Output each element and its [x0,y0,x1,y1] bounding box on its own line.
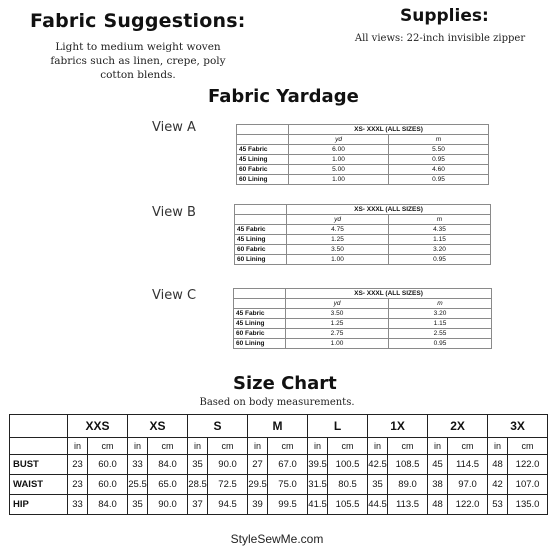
table-cell: 90.0 [208,455,248,475]
unit-cm: cm [268,438,308,455]
table-row [237,155,489,165]
size-xs: XS [128,415,188,438]
unit-yd: yd [286,299,389,309]
table-row [235,225,491,235]
table-cell: 94.5 [208,495,248,515]
cell-yd: 2.75 [286,329,389,339]
size-header-row [10,415,548,438]
table-cell: 29.5 [248,475,268,495]
waist-row [10,475,548,495]
table-cell: 90.0 [148,495,188,515]
table-row [237,145,489,155]
table-cell: 135.0 [508,495,548,515]
table-cell: 113.5 [388,495,428,515]
table-cell: 80.5 [328,475,368,495]
unit-row [10,438,548,455]
table-cell: 97.0 [448,475,488,495]
cell-m: 1.15 [389,235,491,245]
table-cell: 122.0 [448,495,488,515]
table-cell: 75.0 [268,475,308,495]
size-xxs: XXS [68,415,128,438]
row-label: 45 Fabric [234,309,286,319]
table-cell: 44.5 [368,495,388,515]
fabric-yardage-title: Fabric Yardage [208,86,359,107]
table-cell: 25.5 [128,475,148,495]
cell-m: 0.95 [389,255,491,265]
row-label: 60 Fabric [234,329,286,339]
view-a-yardage-table [236,124,489,185]
size-m: M [248,415,308,438]
table-cell: 72.5 [208,475,248,495]
size-chart-title: Size Chart [233,373,337,394]
table-cell: 33 [68,495,88,515]
cell-yd: 5.00 [289,165,389,175]
table-row [234,329,492,339]
cell-m: 2.55 [389,329,492,339]
cell-yd: 4.75 [287,225,389,235]
view-c-yardage-table [233,288,492,349]
size-2x: 2X [428,415,488,438]
table-cell: 38 [428,475,448,495]
cell-yd: 1.00 [289,155,389,165]
table-cell: 53 [488,495,508,515]
row-label: 45 Lining [234,319,286,329]
size-chart-subtitle: Based on body measurements. [199,397,355,408]
bust-row [10,455,548,475]
table-cell: 41.5 [308,495,328,515]
cell-m: 4.35 [389,225,491,235]
supplies-text: All views: 22-inch invisible zipper [354,33,526,44]
row-label: 60 Fabric [235,245,287,255]
unit-m: m [389,135,489,145]
row-label: 45 Fabric [237,145,289,155]
table-cell: 48 [488,455,508,475]
table-cell: 105.5 [328,495,368,515]
unit-in: in [308,438,328,455]
table-cell: 65.0 [148,475,188,495]
table-cell: 35 [188,455,208,475]
cell-yd: 1.25 [286,319,389,329]
cell-m: 4.60 [389,165,489,175]
unit-cm: cm [88,438,128,455]
size-l: L [308,415,368,438]
size-1x: 1X [368,415,428,438]
row-label: 60 Lining [235,255,287,265]
table-cell: 31.5 [308,475,328,495]
unit-m: m [389,299,492,309]
cell-m: 5.50 [389,145,489,155]
unit-cm: cm [388,438,428,455]
table-cell: 60.0 [88,475,128,495]
unit-in: in [368,438,388,455]
table-cell: 89.0 [388,475,428,495]
cell-yd: 1.00 [289,175,389,185]
view-b-label: View B [152,205,196,220]
cell-m: 3.20 [389,245,491,255]
site-url: StyleSewMe.com [230,532,324,546]
table-cell: 67.0 [268,455,308,475]
unit-m: m [389,215,491,225]
table-cell: 39.5 [308,455,328,475]
row-label: 45 Fabric [235,225,287,235]
table-header: XS- XXXL (ALL SIZES) [286,289,492,299]
row-label: 60 Lining [234,339,286,349]
view-a-label: View A [152,120,196,135]
unit-cm: cm [328,438,368,455]
unit-cm: cm [448,438,488,455]
table-cell: 48 [428,495,448,515]
cell-yd: 3.50 [286,309,389,319]
row-label: 45 Lining [237,155,289,165]
table-cell: 114.5 [448,455,488,475]
table-cell: 100.5 [328,455,368,475]
cell-yd: 1.00 [286,339,389,349]
fabric-suggestions-text: Light to medium weight woven fabrics such as linen, crepe, poly cotton blends. [50,41,226,81]
cell-m: 0.95 [389,339,492,349]
cell-yd: 3.50 [287,245,389,255]
table-cell: 35 [368,475,388,495]
fabric-suggestions-title: Fabric Suggestions: [30,10,246,32]
table-cell: 107.0 [508,475,548,495]
cell-yd: 1.00 [287,255,389,265]
view-b-yardage-table [234,204,491,265]
table-cell: 28.5 [188,475,208,495]
table-cell: 39 [248,495,268,515]
table-row [235,235,491,245]
unit-in: in [188,438,208,455]
table-cell: 42 [488,475,508,495]
table-row [235,255,491,265]
table-row [235,245,491,255]
size-s: S [188,415,248,438]
corner-cell [10,415,68,438]
table-header: XS- XXXL (ALL SIZES) [287,205,491,215]
row-label: 60 Lining [237,175,289,185]
unit-cm: cm [148,438,188,455]
row-label: 45 Lining [235,235,287,245]
row-label-bust: BUST [10,455,68,475]
cell-m: 3.20 [389,309,492,319]
unit-in: in [68,438,88,455]
table-cell: 122.0 [508,455,548,475]
supplies-title: Supplies: [400,6,489,26]
unit-yd: yd [289,135,389,145]
cell-m: 0.95 [389,175,489,185]
hip-row [10,495,548,515]
row-label-waist: WAIST [10,475,68,495]
unit-yd: yd [287,215,389,225]
table-cell: 35 [128,495,148,515]
row-label-hip: HIP [10,495,68,515]
table-cell: 23 [68,475,88,495]
table-row [234,319,492,329]
unit-in: in [248,438,268,455]
unit-in: in [128,438,148,455]
cell-m: 1.15 [389,319,492,329]
table-cell: 42.5 [368,455,388,475]
unit-in: in [428,438,448,455]
size-chart-table [9,414,548,515]
table-cell: 108.5 [388,455,428,475]
cell-m: 0.95 [389,155,489,165]
table-cell: 60.0 [88,455,128,475]
corner-cell [10,438,68,455]
table-cell: 37 [188,495,208,515]
unit-in: in [488,438,508,455]
table-cell: 99.5 [268,495,308,515]
table-cell: 84.0 [148,455,188,475]
cell-yd: 1.25 [287,235,389,245]
table-cell: 33 [128,455,148,475]
view-c-label: View C [152,288,197,303]
table-cell: 84.0 [88,495,128,515]
cell-yd: 6.00 [289,145,389,155]
row-label: 60 Fabric [237,165,289,175]
table-cell: 45 [428,455,448,475]
table-row [234,339,492,349]
table-header: XS- XXXL (ALL SIZES) [289,125,489,135]
unit-cm: cm [508,438,548,455]
table-cell: 27 [248,455,268,475]
unit-cm: cm [208,438,248,455]
table-row [237,175,489,185]
table-row [237,165,489,175]
table-cell: 23 [68,455,88,475]
table-row [234,309,492,319]
size-3x: 3X [488,415,548,438]
